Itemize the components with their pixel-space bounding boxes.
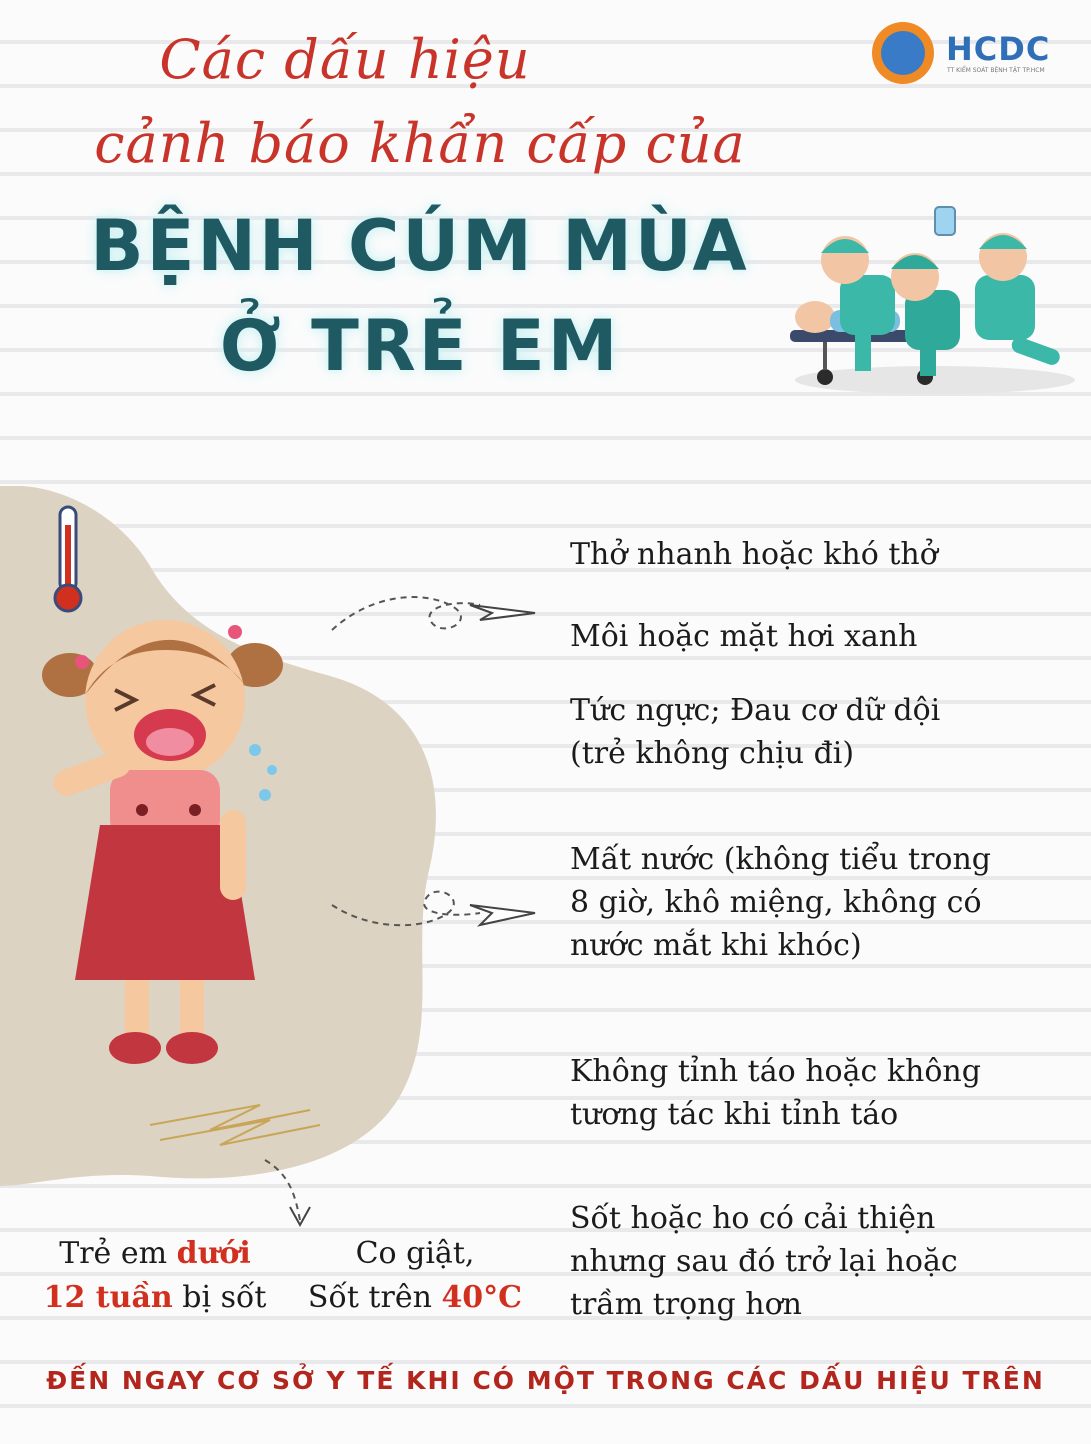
highlight-text: 40°C [441,1280,523,1315]
sign-line: nhưng sau đó trở lại hoặc [570,1244,958,1279]
sign-line: Không tỉnh táo hoặc không [570,1054,981,1089]
hcdc-logo [872,22,1062,86]
title-line-4: Ở TRẺ EM [219,305,621,387]
title-line-1: Các dấu hiệu [159,28,531,91]
sign-item [570,1050,1040,1136]
under-12-weeks-sign [40,1232,270,1320]
logo-text: HCDC [946,30,1051,68]
title-line-3: BỆNH CÚM MÙA [90,205,750,287]
sign-line: Mất nước (không tiểu trong [570,842,992,877]
sign-line: nước mắt khi khóc) [570,928,862,963]
sign-item [570,533,1040,576]
highlight-text: 12 tuần [43,1280,173,1315]
logo-subtitle: TT KIỂM SOÁT BỆNH TẬT TP.HCM [947,67,1045,74]
sign-item [570,838,1040,967]
sign-item [570,689,1040,775]
sign-line: (trẻ không chịu đi) [570,736,855,771]
thermometer-icon [48,505,88,615]
highlight-text: dưới [176,1236,251,1271]
sign-item [570,615,1040,658]
sign-line: Môi hoặc mặt hơi xanh [570,619,918,654]
sign-line: tương tác khi tỉnh táo [570,1097,899,1132]
paper-plane-icon [330,875,540,945]
crying-child-illustration [30,610,300,1090]
sign-line: Sốt hoặc ho có cải thiện [570,1201,936,1236]
footer-call-to-action: ĐẾN NGAY CƠ SỞ Y TẾ KHI CÓ MỘT TRONG CÁC DẤU HIỆU TRÊN [46,1366,1045,1395]
text: Trẻ em [59,1236,177,1271]
sign-line: trầm trọng hơn [570,1287,802,1322]
text: bị sốt [172,1280,267,1315]
text: Co giật, [355,1236,475,1271]
medical-team-illustration [785,205,1080,400]
sign-line: Thở nhanh hoặc khó thở [570,537,938,572]
seizure-fever-sign [295,1232,535,1320]
sign-item [570,1197,1040,1326]
lightning-decoration [140,1095,330,1230]
hcdc-logo-icon [872,22,934,84]
sign-line: 8 giờ, khô miệng, không có [570,885,982,920]
paper-plane-icon [330,575,540,645]
title-line-2: cảnh báo khẩn cấp của [94,112,746,175]
text: Sốt trên [307,1280,442,1315]
sign-line: Tức ngực; Đau cơ dữ dội [570,693,941,728]
